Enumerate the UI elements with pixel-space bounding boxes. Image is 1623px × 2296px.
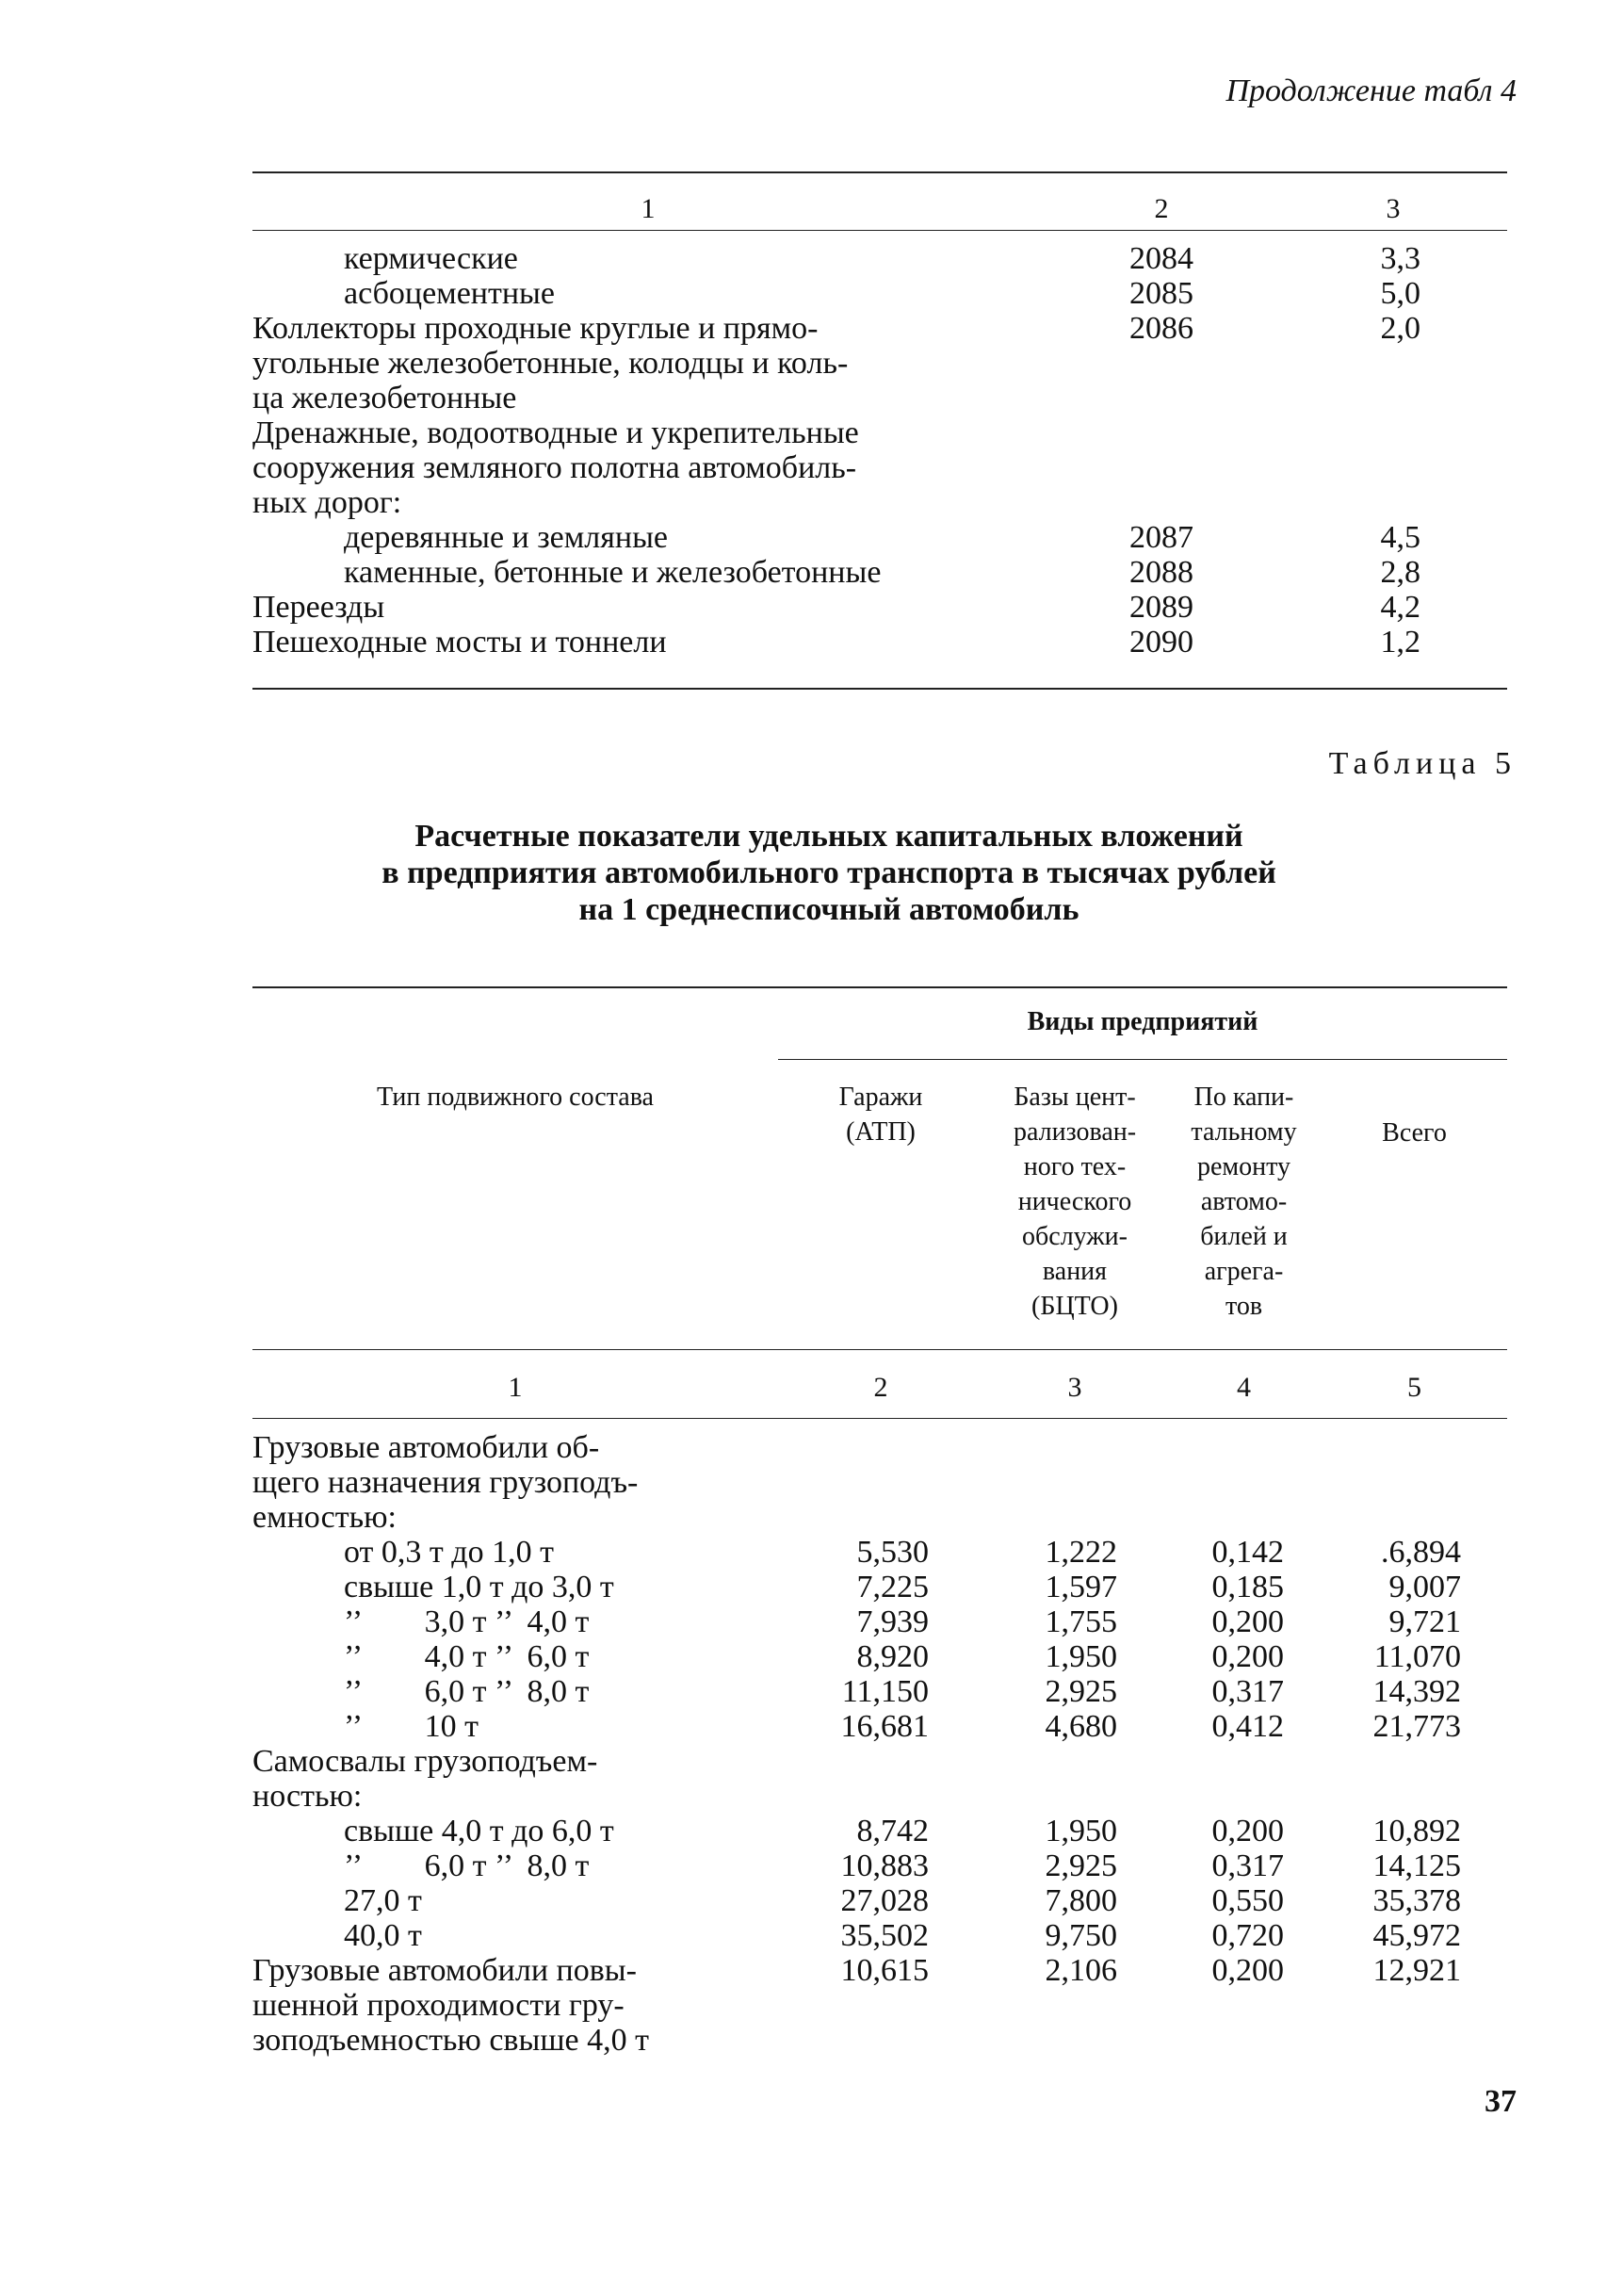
table5-row-label: от 0,3 т до 1,0 т <box>344 1535 554 1570</box>
table5-row-label: ’’ 6,0 т ’’ 8,0 т <box>344 1674 590 1709</box>
table5-row-label: ’’ 4,0 т ’’ 6,0 т <box>344 1639 590 1674</box>
table5-row-value-col2: 35,502 <box>840 1918 929 1953</box>
table5-row-label: свыше 4,0 т до 6,0 т <box>344 1814 614 1848</box>
table5-row-value-col3: 2,925 <box>1045 1674 1117 1709</box>
table5-col2-header-line: (АТП) <box>846 1117 916 1147</box>
table4-row-code: 2089 <box>1129 590 1193 625</box>
table5-row-value-col3: 1,950 <box>1045 1639 1117 1674</box>
table4-row-label: каменные, бетонные и железобетонные <box>344 555 882 590</box>
table5-row-value-col3: 9,750 <box>1045 1918 1117 1953</box>
table5-row-label: Грузовые автомобили об- <box>252 1430 600 1465</box>
table5-row-value-col2: 7,939 <box>856 1604 929 1639</box>
table4-row-value: 1,2 <box>1380 625 1420 659</box>
table5-row-value-col5: 14,125 <box>1372 1848 1461 1883</box>
table5-row-value-col4: 0,550 <box>1211 1883 1284 1918</box>
table5-row-label: Самосвалы грузоподъем- <box>252 1744 598 1779</box>
table5-col3-header-line: Базы цент- <box>1014 1083 1136 1112</box>
table5-colnum-5: 5 <box>1407 1372 1421 1403</box>
table5-row-value-col5: 14,392 <box>1372 1674 1461 1709</box>
table5-col3-header-line: рализован- <box>1013 1117 1137 1147</box>
table5-row-value-col3: 1,222 <box>1045 1535 1117 1570</box>
table4-row-label: сооружения земляного полотна автомобиль- <box>252 450 857 485</box>
table5-col5-header <box>1322 1115 1507 1150</box>
table4-header-rule <box>252 230 1507 231</box>
table4-row-label: угольные железобетонные, колодцы и коль- <box>252 346 849 381</box>
table5-col3-header <box>983 1080 1166 1324</box>
table5-row-label: зоподъемностью свыше 4,0 т <box>252 2023 649 2058</box>
table4-bottom-rule <box>252 688 1507 690</box>
table5-col3-header-line: обслужи- <box>1022 1222 1128 1251</box>
table5-group-header: Виды предприятий <box>1027 1007 1258 1036</box>
table5-row-value-col2: 7,225 <box>856 1570 929 1604</box>
table5-row-value-col4: 0,200 <box>1211 1604 1284 1639</box>
table5-row-value-col3: 1,597 <box>1045 1570 1117 1604</box>
table5-row-value-col2: 27,028 <box>840 1883 929 1918</box>
table4-row-label: асбоцементные <box>344 276 555 311</box>
table5-col2-header-line: Гаражи <box>838 1083 923 1112</box>
table5-row-value-col5: 9,721 <box>1388 1604 1461 1639</box>
table5-row-value-col4: 0,142 <box>1211 1535 1284 1570</box>
table5-col4-header-line: По капи- <box>1193 1083 1294 1112</box>
table5-col4-header-line: автомо- <box>1200 1187 1288 1216</box>
table5-row-label: емностью: <box>252 1500 397 1535</box>
table5-row-label: свыше 1,0 т до 3,0 т <box>344 1570 614 1604</box>
table5-row-value-col5: .6,894 <box>1381 1535 1461 1570</box>
table5-row-value-col4: 0,720 <box>1211 1918 1284 1953</box>
table5-col3-header-line: (БЦТО) <box>1031 1292 1118 1321</box>
table5-row-value-col2: 8,742 <box>856 1814 929 1848</box>
table5-top-rule <box>252 986 1507 988</box>
table4-row-label: деревянные и земляные <box>344 520 669 555</box>
table5-row-value-col2: 5,530 <box>856 1535 929 1570</box>
table5-row-value-col3: 2,106 <box>1045 1953 1117 1988</box>
table5-col3-header-line: вания <box>1042 1257 1108 1286</box>
table5-row-value-col5: 35,378 <box>1372 1883 1461 1918</box>
table5-row-value-col3: 1,950 <box>1045 1814 1117 1848</box>
table4-row-label: Переезды <box>252 590 385 625</box>
page-number: 37 <box>1485 2084 1517 2119</box>
table5-row-label: шенной проходимости гру- <box>252 1988 625 2023</box>
table5-row-value-col2: 16,681 <box>840 1709 929 1744</box>
table4-row-code: 2088 <box>1129 555 1193 590</box>
table5-title-line: на 1 среднесписочный автомобиль <box>578 892 1079 927</box>
table5-row-label: ’’ 3,0 т ’’ 4,0 т <box>344 1604 590 1639</box>
table5-col4-header-line: агрега- <box>1204 1257 1284 1286</box>
table5-row-value-col5: 45,972 <box>1372 1918 1461 1953</box>
table5-row-label: 40,0 т <box>344 1918 422 1953</box>
table5-row-label: ’’ 6,0 т ’’ 8,0 т <box>344 1848 590 1883</box>
table5-row-label: щего назначения грузоподъ- <box>252 1465 639 1500</box>
table4-row-label: ца железобетонные <box>252 381 517 415</box>
table4-row-value: 4,5 <box>1380 520 1420 555</box>
table5-row-value-col4: 0,200 <box>1211 1814 1284 1848</box>
table5-colnum-2: 2 <box>873 1372 888 1403</box>
table5-col4-header-line: билей и <box>1200 1222 1288 1251</box>
table4-row-label: кермические <box>344 241 518 276</box>
table4-top-rule <box>252 171 1507 173</box>
table5-title-line: в предприятия автомобильного транспорта в тысячах рублей <box>381 855 1276 890</box>
table5-col3-header-line: ного тех- <box>1023 1152 1127 1181</box>
table5-row-value-col3: 7,800 <box>1045 1883 1117 1918</box>
table4-row-code: 2087 <box>1129 520 1193 555</box>
table4-row-code: 2084 <box>1129 241 1193 276</box>
table5-col5-header-line: Всего <box>1382 1118 1447 1148</box>
running-head: Продолжение табл 4 <box>1225 73 1517 108</box>
table4-row-value: 2,8 <box>1380 555 1420 590</box>
table5-group-rule <box>778 1059 1507 1060</box>
table5-col3-header-line: нического <box>1017 1187 1132 1216</box>
table4-colnum-3: 3 <box>1386 193 1401 224</box>
table4-row-code: 2086 <box>1129 311 1193 346</box>
table5-row-value-col4: 0,200 <box>1211 1639 1284 1674</box>
table4-row-code: 2085 <box>1129 276 1193 311</box>
table5-row-value-col5: 11,070 <box>1373 1639 1461 1674</box>
table4-row-label: ных дорог: <box>252 485 402 520</box>
table5-row-value-col4: 0,317 <box>1211 1848 1284 1883</box>
table5-col4-header-line: тов <box>1225 1292 1263 1321</box>
table5-row-value-col5: 10,892 <box>1372 1814 1461 1848</box>
table4-row-value: 4,2 <box>1380 590 1420 625</box>
table5-row-label: 27,0 т <box>344 1883 422 1918</box>
table4-colnum-2: 2 <box>1154 193 1169 224</box>
table4-row-value: 3,3 <box>1380 241 1420 276</box>
table5-row-value-col3: 1,755 <box>1045 1604 1117 1639</box>
table5-label: Таблица 5 <box>1328 746 1517 781</box>
table5-title-line: Расчетные показатели удельных капитальных вложений <box>414 819 1243 854</box>
table5-row-value-col5: 12,921 <box>1372 1953 1461 1988</box>
table5-col4-header-line: тальному <box>1191 1117 1297 1147</box>
table5-title <box>283 818 1375 928</box>
table5-row-value-col3: 2,925 <box>1045 1848 1117 1883</box>
table5-col2-header <box>778 1080 983 1149</box>
table5-row-value-col2: 10,883 <box>840 1848 929 1883</box>
table5-row-value-col2: 8,920 <box>856 1639 929 1674</box>
table5-row-value-col2: 11,150 <box>841 1674 929 1709</box>
table5-colnum-3: 3 <box>1067 1372 1082 1403</box>
table5-colnum-4: 4 <box>1237 1372 1251 1403</box>
table5-row-value-col4: 0,185 <box>1211 1570 1284 1604</box>
table5-row-value-col3: 4,680 <box>1045 1709 1117 1744</box>
table4-row-label: Коллекторы проходные круглые и прямо- <box>252 311 819 346</box>
table4-row-code: 2090 <box>1129 625 1193 659</box>
table4-row-value: 2,0 <box>1380 311 1420 346</box>
table5-type-header: Тип подвижного состава <box>377 1083 654 1112</box>
table5-row-label: ’’ 10 т <box>344 1709 479 1744</box>
table5-row-value-col4: 0,412 <box>1211 1709 1284 1744</box>
table5-row-value-col2: 10,615 <box>840 1953 929 1988</box>
table5-colnum-rule <box>252 1418 1507 1419</box>
table4-row-value: 5,0 <box>1380 276 1420 311</box>
table5-row-value-col5: 21,773 <box>1372 1709 1461 1744</box>
table5-row-label: Грузовые автомобили повы- <box>252 1953 637 1988</box>
table5-row-label: ностью: <box>252 1779 363 1814</box>
table5-col4-header-line: ремонту <box>1197 1152 1290 1181</box>
table4-colnum-1: 1 <box>641 193 656 224</box>
table5-header-rule <box>252 1349 1507 1350</box>
table5-col4-header <box>1166 1080 1322 1324</box>
table5-colnum-1: 1 <box>508 1372 523 1403</box>
table5-row-value-col4: 0,200 <box>1211 1953 1284 1988</box>
table4-row-label: Пешеходные мосты и тоннели <box>252 625 667 659</box>
table4-row-label: Дренажные, водоотводные и укрепительные <box>252 415 859 450</box>
table5-row-value-col5: 9,007 <box>1388 1570 1461 1604</box>
table5-row-value-col4: 0,317 <box>1211 1674 1284 1709</box>
